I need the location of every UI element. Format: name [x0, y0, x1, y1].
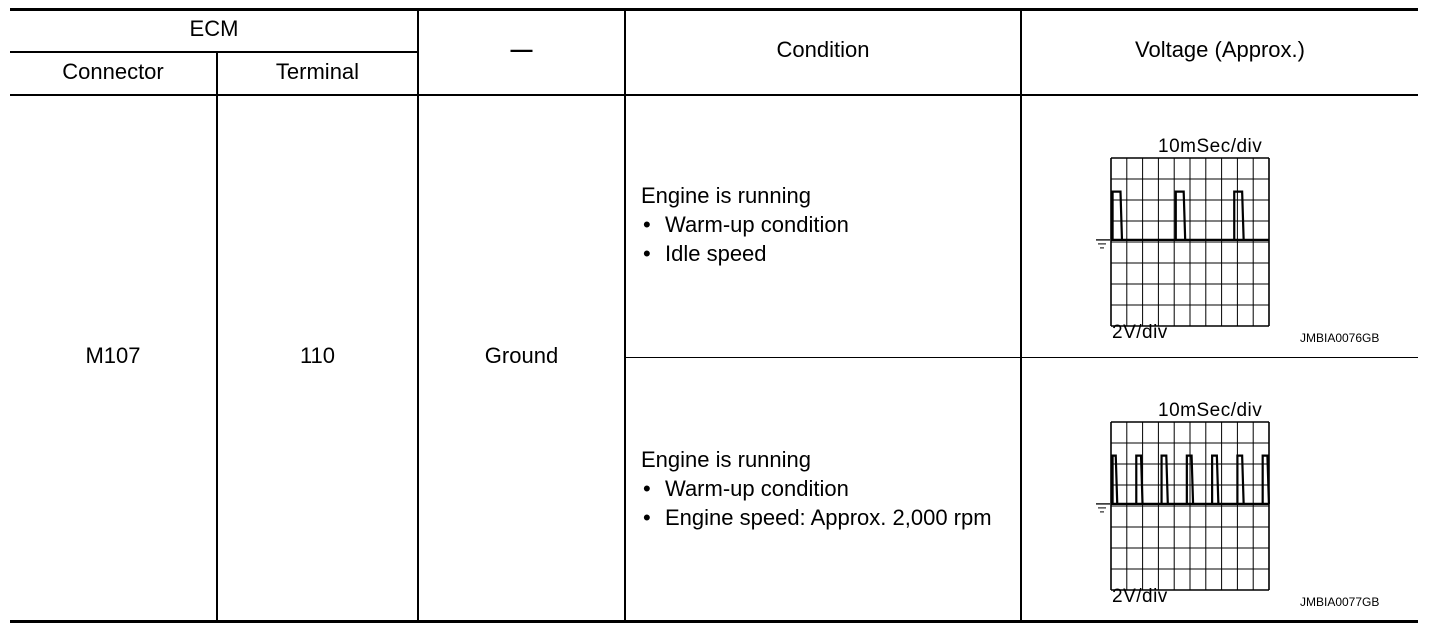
table-top-border	[10, 8, 1418, 11]
oscilloscope-grid	[1094, 157, 1274, 325]
condition-cell-idle	[641, 181, 849, 268]
terminal-value: 110	[299, 343, 336, 368]
ecm-subheader-rule	[10, 51, 418, 53]
condition-voltage-divider	[1020, 10, 1022, 621]
dash-condition-divider	[624, 10, 626, 621]
oscilloscope-waveform-2000rpm	[1094, 421, 1274, 589]
table-bottom-border	[10, 620, 1418, 623]
connector-terminal-divider	[216, 52, 218, 621]
header-bottom-rule	[10, 94, 1418, 96]
condition-item	[641, 474, 992, 503]
condition-title: Engine is running	[641, 447, 812, 472]
ecm-dash-divider	[417, 10, 419, 621]
figure-id: JMBIA0076GB	[1300, 331, 1380, 345]
oscilloscope-grid	[1094, 421, 1274, 589]
condition-item	[641, 239, 849, 268]
ground-value: Ground	[484, 343, 559, 368]
time-division-label: 10mSec/div	[1158, 400, 1263, 421]
bullet-glyph: •	[643, 241, 651, 266]
voltage-division-label: 2V/div	[1112, 586, 1168, 607]
condition-item-text: Engine speed: Approx. 2,000 rpm	[665, 505, 992, 530]
bullet-glyph: •	[643, 476, 651, 501]
ecm-header: ECM	[189, 16, 239, 41]
condition-item	[641, 210, 849, 239]
bullet-glyph: •	[643, 212, 651, 237]
figure-id: JMBIA0077GB	[1300, 595, 1380, 609]
bullet-glyph: •	[643, 505, 651, 530]
connector-header: Connector	[62, 59, 164, 84]
condition-item-text: Warm-up condition	[665, 212, 849, 237]
voltage-division-label: 2V/div	[1112, 322, 1168, 343]
condition-title: Engine is running	[641, 183, 812, 208]
voltage-header: Voltage (Approx.)	[1135, 37, 1305, 62]
time-division-label: 10mSec/div	[1158, 136, 1263, 157]
condition-header: Condition	[776, 37, 870, 62]
dash-header: —	[510, 37, 533, 62]
condition-item	[641, 503, 992, 532]
condition-cell-2000rpm	[641, 445, 992, 532]
condition-item-text: Warm-up condition	[665, 476, 849, 501]
oscilloscope-waveform-idle	[1094, 157, 1274, 325]
terminal-header: Terminal	[275, 59, 360, 84]
condition-item-text: Idle speed	[665, 241, 767, 266]
connector-value: M107	[85, 343, 141, 368]
